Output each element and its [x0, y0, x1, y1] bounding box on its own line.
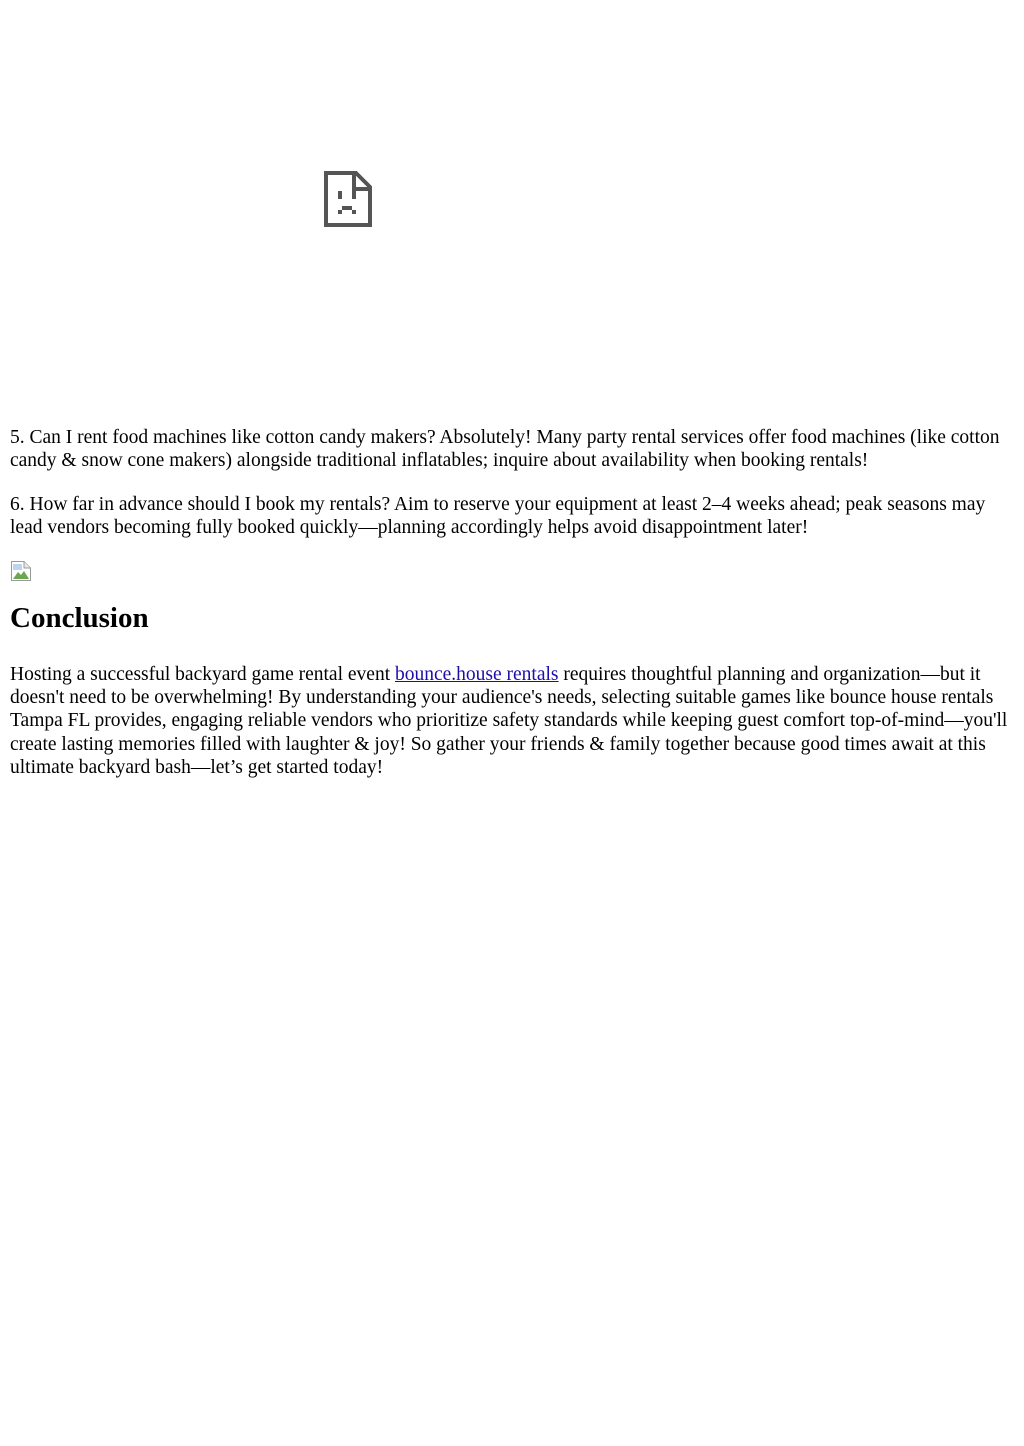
conclusion-paragraph — [10, 663, 1015, 780]
conclusion-text-after-link: requires thoughtful planning and organization—but it doesn't need to be overwhelming! By understanding your audience's needs, selecting suitable games like bounce house rentals Tampa FL provides, engaging reliable vendors who prioritize safety standards while keeping guest comfort top-of-mind—you'll create lasting memories filled with laughter & joy! So gather your friends & family together because good times await at this ultimate backyard bash—let’s get started today! — [10, 663, 1008, 779]
conclusion-text-before-link: Hosting a successful backyard game rental event — [10, 663, 395, 685]
broken-image-icon — [10, 560, 32, 582]
faq-item-5: 5. Can I rent food machines like cotton candy makers? Absolutely! Many party rental services offer food machines (like cotton candy & snow cone makers) alongside traditional inflatables; inquire about availability when booking rentals! — [10, 427, 1000, 472]
conclusion-heading: Conclusion — [10, 601, 149, 634]
faq-item-6: 6. How far in advance should I book my rentals? Aim to reserve your equipment at least 2–4 weeks ahead; peak seasons may lead vendors becoming fully booked quickly—planning accordingly helps avoid disappointment later! — [10, 493, 986, 539]
page-content — [10, 0, 1015, 780]
broken-document-icon — [323, 170, 373, 228]
bounce-house-rentals-link[interactable]: bounce.house rentals — [394, 663, 559, 685]
embedded-frame[interactable] — [10, 0, 688, 410]
